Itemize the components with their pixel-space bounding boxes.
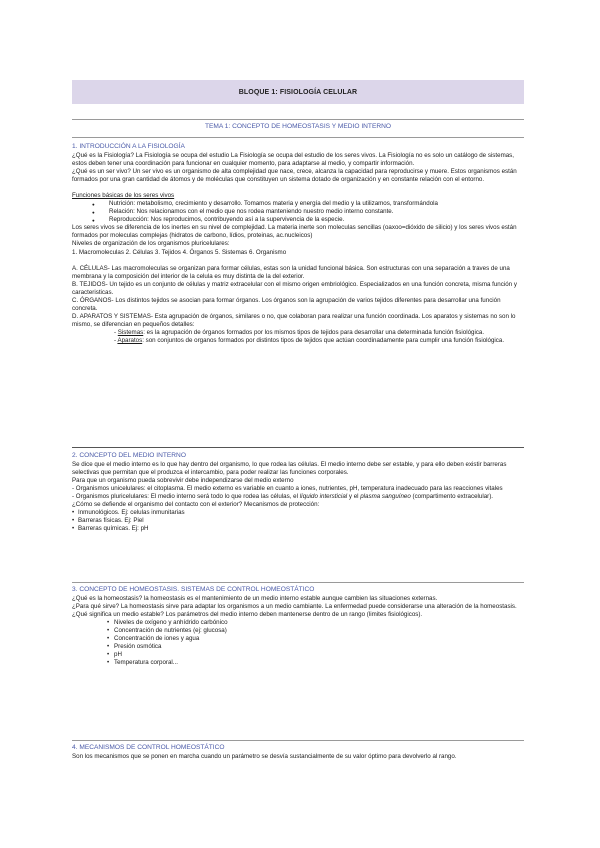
- divider: [72, 447, 524, 448]
- paragraph: ¿Qué es la homeostasis? la homeostasis es el mantenimiento de un medio interno estable aunque cambien las situaciones externas.: [72, 595, 438, 602]
- list-item: • Niveles de oxígeno y anhídrido carbónico: [72, 619, 524, 627]
- list-item: • Barreras físicas. Ej: Piel: [72, 517, 524, 525]
- paragraph: 1. Macromoleculas 2. Células 3. Tejidos 4. Órganos 5. Sistemas 6. Organismo: [72, 248, 287, 256]
- protection-list: [72, 509, 524, 533]
- section-1-body: [72, 152, 524, 345]
- term: Sistemas: [117, 328, 144, 336]
- paragraph: Para que un organismo pueda sobrevivir debe independizarse del medio externo: [72, 477, 294, 485]
- section-2-title: 2. CONCEPTO DEL MEDIO INTERNO: [72, 452, 186, 459]
- section-4-body: [72, 753, 524, 761]
- functions-heading: Funciones básicas de los seres vivos: [72, 192, 175, 200]
- topic-title: TEMA 1: CONCEPTO DE HOMEOSTASIS Y MEDIO INTERNO: [205, 123, 391, 130]
- chapter-title: BLOQUE 1: FISIOLOGÍA CELULAR: [238, 88, 358, 96]
- list-item: • Barreras químicas. Ej: pH: [72, 525, 524, 533]
- list-item: • Concentración de nutrientes (ej: glucosa): [72, 627, 524, 635]
- paragraph: - Organismos unicelulares: el citoplasma. El medio externo es variable en cuanto a iones, nutrientes, pH, temperatura inadecuado para las reacciones vitales: [72, 485, 503, 493]
- paragraph: - Organismos pluricelulares: El medio interno será todo lo que rodea las células, el líquido intersticial y el plasma sanguíneo (compartimento extracelular).: [72, 493, 493, 501]
- paragraph: ¿Qué es la Fisiología? La Fisiología se ocupa del estudio La Fisiología se ocupa del estudio de los seres vivos. La Fisiología no es solo un catálogo de sistemas, estos deben tener una coordinación para funcionar en cualquier momento, para adaptarse al medio, y compartir información.: [72, 152, 514, 168]
- divider: [72, 119, 524, 120]
- divider: [72, 137, 524, 138]
- term: Aparatos: [117, 336, 143, 344]
- paragraph: ¿Para qué sirve? La homeostasis sirve para adaptar los organismos a un medio cambiante. La enfermedad puede considerarse una alteración de la homeostasis.: [72, 603, 517, 611]
- paragraph: ¿Cómo se defiende el organismo del contacto con el exterior? Mecanismos de protección:: [72, 501, 320, 509]
- paragraph: Son los mecanismos que se ponen en marcha cuando un parámetro se desvía sustancialmente de su valor óptimo para devolverlo al rango.: [72, 753, 457, 760]
- list-item: • Temperatura corporal...: [72, 659, 524, 667]
- paragraph-d: D. APARATOS Y SISTEMAS- Esta agrupación de órganos, similares o no, que colaboran para realizar una función coordinada. Los aparatos y sistemas no son lo mismo, se diferencian en pequeños detalles:: [72, 312, 516, 328]
- aparatos-definition: - Aparatos: son conjuntos de organos formados por distintos tipos de tejidos que actúan coordinadamente para cumplir una función fisiológica.: [114, 336, 505, 344]
- paragraph-c: C. ÓRGANOS- Los distintos tejidos se asocian para formar órganos. Los órganos son la agrupación de varios tejidos diferentes para desarrollar una función concreta.: [72, 296, 501, 312]
- paragraph: ¿Qué significa un medio estable? Los parámetros del medio interno deben mantenerse dentro de un rango (limites fisiológicos).: [72, 611, 423, 619]
- section-4-title: 4. MECANISMOS DE CONTROL HOMEOSTÁTICO: [72, 744, 225, 751]
- chapter-header-band: [72, 80, 524, 104]
- divider: [72, 582, 524, 583]
- paragraph: Los seres vivos se diferencia de los inertes en su nivel de complejidad. La materia inerte son moleculas sencillas (oaxoo=dióxido de silicio) y los seres vivos están formados por moleculas complejas (hidratos de carbono, lídios, proteinas, ac.nucleicos): [72, 224, 517, 240]
- list-item: • Presión osmótica: [72, 643, 524, 651]
- functions-list: [72, 200, 524, 224]
- section-3-title: 3. CONCEPTO DE HOMEOSTASIS. SISTEMAS DE CONTROL HOMEOSTÁTICO: [72, 586, 315, 593]
- list-item: ● Reproducción: Nos reproducimos, contribuyendo así a la supervivencia de la especie.: [72, 216, 524, 224]
- list-item: • Concentración de iones y agua: [72, 635, 524, 643]
- paragraph: Niveles de organización de los organismos pluricelulares:: [72, 240, 230, 248]
- divider: [72, 740, 524, 741]
- sistemas-definition: - Sistemas: es la agrupación de órganos formados por los mismos tipos de tejidos para desarrollar una determinada función fisiológica.: [114, 328, 485, 336]
- list-item: ● Nutrición: metabolismo, crecimiento y desarrollo. Tomamos materia y energía del medio y la utilizamos, transformándola: [72, 200, 524, 208]
- paragraph-b: B. TEJIDOS- Un tejido es un conjunto de células y matriz extracelular con el mismo origen embriológico. Especializados en una función concreta, misma función y caracteristicas.: [72, 280, 517, 296]
- parameters-list: [72, 619, 524, 667]
- list-item: • pH: [72, 651, 524, 659]
- paragraph: ¿Qué es un ser vivo? Un ser vivo es un organismo de alta complejidad que nace, crece, alcanza la capacidad para reproducirse y muere. Estos organismos están formados por una gran cantidad de átomos y de moléculas que constituyen un sistema dotado de organización y en constante relación con el entorno.: [72, 168, 517, 184]
- paragraph-a: A. CÉLULAS- Las macromoleculas se organizan para formar células, estas son la unidad funcional básica. Son estructuras con una separación a traves de una membrana y la composición del interior de la celula es muy distinta de la del exterior.: [72, 264, 510, 280]
- section-3-body: [72, 595, 524, 667]
- paragraph: Se dice que el medio interno es lo que hay dentro del organismo, lo que rodea las células. El medio interno debe ser estable, y para ello deben existir barreras selectivas que permitan que el produzca el intercambio, para poder realizar las funciones corporales.: [72, 461, 507, 477]
- list-item: ● Relación: Nos relacionamos con el medio que nos rodea manteniendo nuestro medio interno constante.: [72, 208, 524, 216]
- list-item: • Inmunológicos. Ej: celulas inmunitarias: [72, 509, 524, 517]
- section-2-body: [72, 461, 524, 533]
- section-1-title: 1. INTRODUCCIÓN A LA FISIOLOGÍA: [72, 143, 185, 150]
